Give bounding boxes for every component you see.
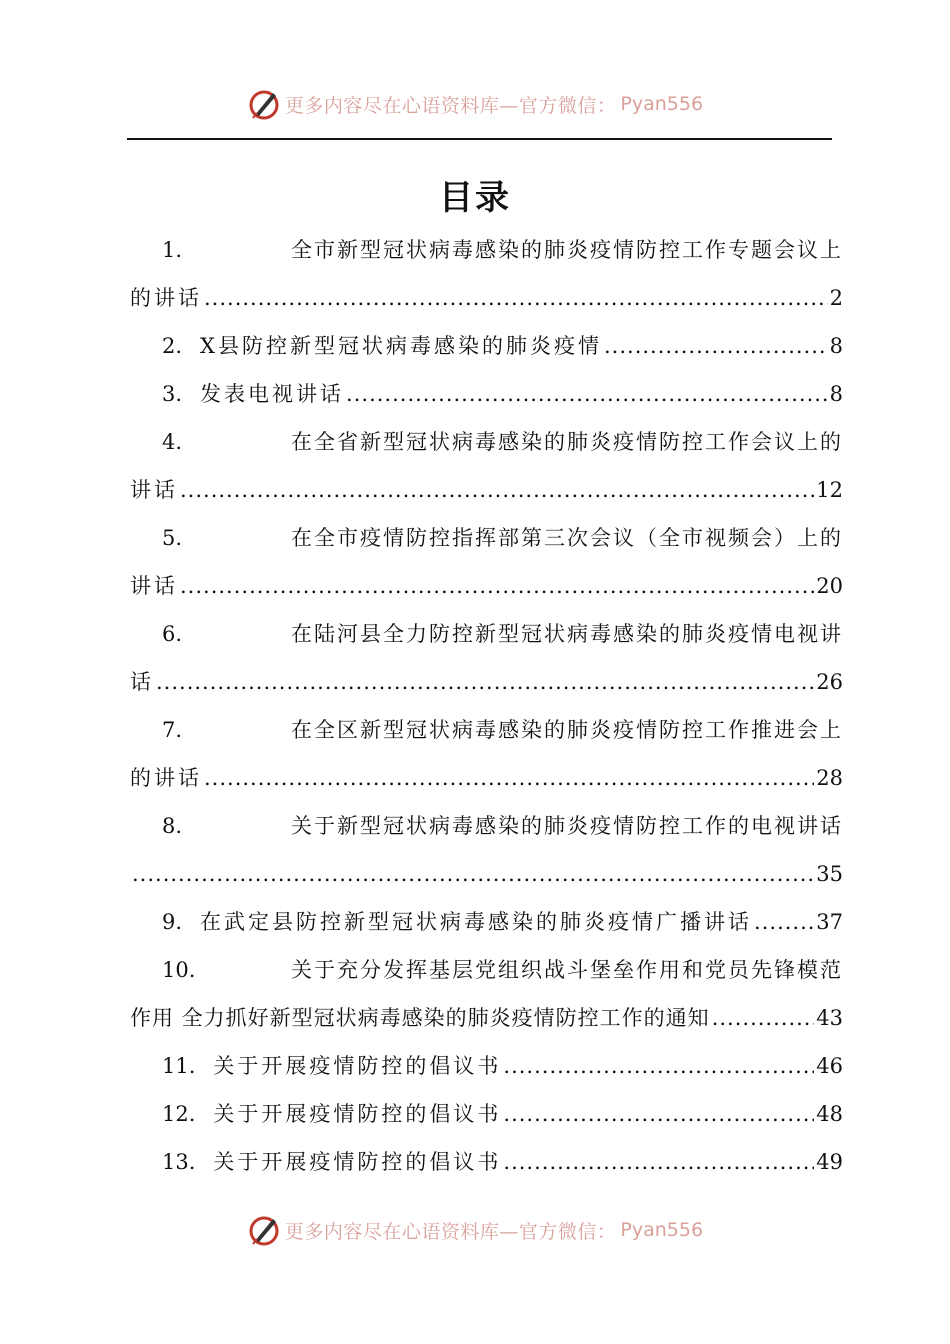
dot-leader bbox=[132, 850, 814, 898]
toc-page-number: 8 bbox=[829, 382, 843, 406]
feather-pen-logo-icon bbox=[247, 87, 281, 121]
toc-entry-3[interactable] bbox=[130, 370, 843, 418]
toc-entry-title: 在陆河县全力防控新型冠状病毒感染的肺炎疫情电视讲 bbox=[291, 622, 843, 646]
toc-entry-title: 关于新型冠状病毒感染的肺炎疫情防控工作的电视讲话 bbox=[291, 814, 843, 838]
toc-entry-number: 7. bbox=[162, 718, 183, 742]
header-divider bbox=[127, 138, 832, 140]
toc-entry-7-line2[interactable] bbox=[130, 754, 843, 802]
banner-text: 更多内容尽在心语资料库—官方微信： bbox=[284, 94, 617, 117]
toc-entry-8-line2[interactable] bbox=[130, 850, 843, 898]
dot-leader bbox=[604, 322, 828, 370]
toc-entry-title-cont: 讲话 bbox=[130, 478, 178, 502]
toc-entry-title: 在武定县防控新型冠状病毒感染的肺炎疫情广播讲话 bbox=[200, 910, 753, 934]
toc-entry-4-line2[interactable] bbox=[130, 466, 843, 514]
toc-entry-9[interactable] bbox=[130, 898, 843, 946]
toc-entry-5-line2[interactable] bbox=[130, 562, 843, 610]
dot-leader bbox=[180, 562, 814, 610]
dot-leader bbox=[156, 658, 814, 706]
toc-entry-title-cont: 作用 全力抓好新型冠状病毒感染的肺炎疫情防控工作的通知 bbox=[130, 1006, 710, 1030]
toc-entry-number: 3. bbox=[162, 382, 183, 406]
toc-entry-10-line2[interactable] bbox=[130, 994, 843, 1042]
toc-entry-4-line1[interactable] bbox=[130, 418, 843, 466]
toc-page-number: 35 bbox=[816, 862, 843, 886]
toc-entry-title: 关于开展疫情防控的倡议书 bbox=[213, 1150, 502, 1174]
dot-leader bbox=[204, 754, 814, 802]
toc-page-number: 48 bbox=[816, 1102, 843, 1126]
toc-entry-title-cont: 的讲话 bbox=[130, 286, 202, 310]
toc-entry-number: 13. bbox=[162, 1150, 196, 1174]
toc-entry-number: 6. bbox=[162, 622, 183, 646]
toc-entry-title: 关于开展疫情防控的倡议书 bbox=[213, 1102, 502, 1126]
toc-entry-number: 4. bbox=[162, 430, 183, 454]
toc-entry-6-line1[interactable] bbox=[130, 610, 843, 658]
dot-leader bbox=[503, 1138, 814, 1186]
toc-entry-title: 关于充分发挥基层党组织战斗堡垒作用和党员先锋模范 bbox=[291, 958, 843, 982]
dot-leader bbox=[180, 466, 814, 514]
dot-leader bbox=[503, 1042, 814, 1090]
toc-entry-number: 2. bbox=[162, 334, 183, 358]
dot-leader bbox=[346, 370, 828, 418]
footer-banner bbox=[0, 1210, 950, 1250]
toc-page-number: 43 bbox=[816, 1006, 843, 1030]
toc-entry-title-cont: 讲话 bbox=[130, 574, 178, 598]
dot-leader bbox=[503, 1090, 814, 1138]
dot-leader bbox=[204, 274, 828, 322]
banner-wechat-id: Pyan556 bbox=[620, 1219, 704, 1241]
toc-page-number: 12 bbox=[816, 478, 843, 502]
toc-entry-title: 在全区新型冠状病毒感染的肺炎疫情防控工作推进会上 bbox=[291, 718, 843, 742]
toc-entry-6-line2[interactable] bbox=[130, 658, 843, 706]
toc-entry-number: 1. bbox=[162, 238, 183, 262]
toc-page-number: 28 bbox=[816, 766, 843, 790]
toc-entry-title: 全市新型冠状病毒感染的肺炎疫情防控工作专题会议上 bbox=[291, 238, 843, 262]
toc-page-number: 26 bbox=[816, 670, 843, 694]
toc-entry-7-line1[interactable] bbox=[130, 706, 843, 754]
toc-entry-title: 发表电视讲话 bbox=[200, 382, 345, 406]
toc-entry-11[interactable] bbox=[130, 1042, 843, 1090]
toc-page-number: 8 bbox=[829, 334, 843, 358]
banner-text: 更多内容尽在心语资料库—官方微信： bbox=[284, 1220, 617, 1243]
toc-entry-10-line1[interactable] bbox=[130, 946, 843, 994]
feather-pen-logo-icon bbox=[247, 1213, 281, 1247]
toc-entry-number: 9. bbox=[162, 910, 183, 934]
toc-page-number: 49 bbox=[816, 1150, 843, 1174]
toc-entry-13[interactable] bbox=[130, 1138, 843, 1186]
toc-page-number: 20 bbox=[816, 574, 843, 598]
dot-leader bbox=[712, 994, 815, 1042]
toc-page-number: 37 bbox=[816, 910, 843, 934]
dot-leader bbox=[754, 898, 814, 946]
toc-page-number: 2 bbox=[829, 286, 843, 310]
toc-entry-number: 5. bbox=[162, 526, 183, 550]
banner-wechat-id: Pyan556 bbox=[620, 93, 704, 115]
toc-entry-1-line2[interactable] bbox=[130, 274, 843, 322]
toc-entry-title-cont: 的讲话 bbox=[130, 766, 202, 790]
toc-entry-2[interactable] bbox=[130, 322, 843, 370]
toc-entry-8-line1[interactable] bbox=[130, 802, 843, 850]
toc-entry-number: 8. bbox=[162, 814, 183, 838]
toc-entry-title: 关于开展疫情防控的倡议书 bbox=[213, 1054, 502, 1078]
toc-entry-title-cont: 话 bbox=[130, 670, 154, 694]
toc-entry-number: 10. bbox=[162, 958, 196, 982]
page-title: 目录 bbox=[439, 178, 511, 218]
toc-entry-number: 12. bbox=[162, 1102, 196, 1126]
toc-page-number: 46 bbox=[816, 1054, 843, 1078]
toc-entry-title: X县防控新型冠状病毒感染的肺炎疫情 bbox=[200, 334, 602, 358]
toc-entry-title: 在全市疫情防控指挥部第三次会议（全市视频会）上的 bbox=[291, 526, 843, 550]
toc-entry-12[interactable] bbox=[130, 1090, 843, 1138]
toc-entry-5-line1[interactable] bbox=[130, 514, 843, 562]
toc-entry-1-line1[interactable] bbox=[130, 226, 843, 274]
toc-entry-number: 11. bbox=[162, 1054, 196, 1078]
header-banner bbox=[0, 84, 950, 124]
table-of-contents bbox=[130, 226, 843, 1186]
toc-entry-title: 在全省新型冠状病毒感染的肺炎疫情防控工作会议上的 bbox=[291, 430, 843, 454]
